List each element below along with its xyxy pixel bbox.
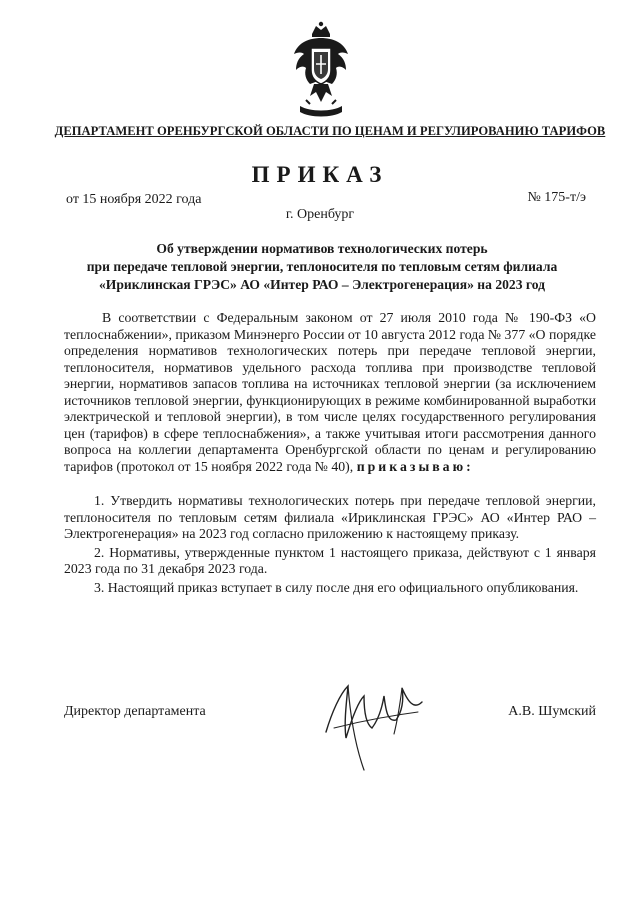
preamble-paragraph	[64, 310, 596, 475]
signer-position: Директор департамента	[64, 704, 206, 719]
subject-line: «Ириклинская ГРЭС» АО «Интер РАО – Электрогенерация» на 2023 год	[98, 277, 546, 292]
order-item: 3. Настоящий приказ вступает в силу после дня его официального опубликования.	[94, 579, 579, 595]
department-name: ДЕПАРТАМЕНТ ОРЕНБУРГСКОЙ ОБЛАСТИ ПО ЦЕНАМ И РЕГУЛИРОВАНИЮ ТАРИФОВ	[54, 124, 606, 138]
subject-line: Об утверждении нормативов технологических потерь	[156, 241, 488, 256]
document-type: ПРИКАЗ	[251, 162, 389, 187]
order-item: 2. Нормативы, утвержденные пунктом 1 настоящего приказа, действуют с 1 января 2023 года по 31 декабря 2023 года.	[64, 544, 596, 576]
preamble-text: В соответствии с Федеральным законом от 27 июля 2010 года № 190-ФЗ «О теплоснабжении», приказом Минэнерго России от 10 августа 2012 года № 377 «О порядке определения нормативов технологических потерь при передаче тепловой энергии, теплоносителя, нормативов удельного расхода топлива при производстве тепловой энергии, нормативов запасов топлива на источниках тепловой энергии (за исключением источников тепловой энергии, функционирующих в режиме комбинированной выработки электрической и тепловой энергии), в том числе целях государственного регулирования цен (тарифов) в сфере теплоснабжения», а также учитывая итоги рассмотрения данного вопроса на коллегии департамента Оренбургской области по ценам и регулированию тарифов (протокол от 15 ноября 2022 года № 40),	[64, 310, 597, 474]
signer-name: А.В. Шумский	[508, 704, 596, 719]
order-number: № 175-т/э	[527, 190, 586, 205]
subject-line: при передаче тепловой энергии, теплоносителя по тепловым сетям филиала	[86, 259, 558, 274]
handwritten-signature	[318, 672, 438, 782]
order-city: г. Оренбург	[285, 207, 355, 222]
orders-word: приказываю:	[356, 458, 474, 474]
order-body	[64, 310, 596, 598]
coat-of-arms-icon	[290, 20, 352, 120]
order-item: 1. Утвердить нормативы технологических потерь при передаче тепловой энергии, теплоносителя по тепловым сетям филиала «Ириклинская ГРЭС» АО «Интер РАО – Электрогенерация» на 2023 год согласно приложению к настоящему приказу.	[64, 493, 596, 541]
order-date: от 15 ноября 2022 года	[66, 192, 202, 207]
order-subject	[60, 240, 584, 294]
order-items	[64, 493, 596, 596]
